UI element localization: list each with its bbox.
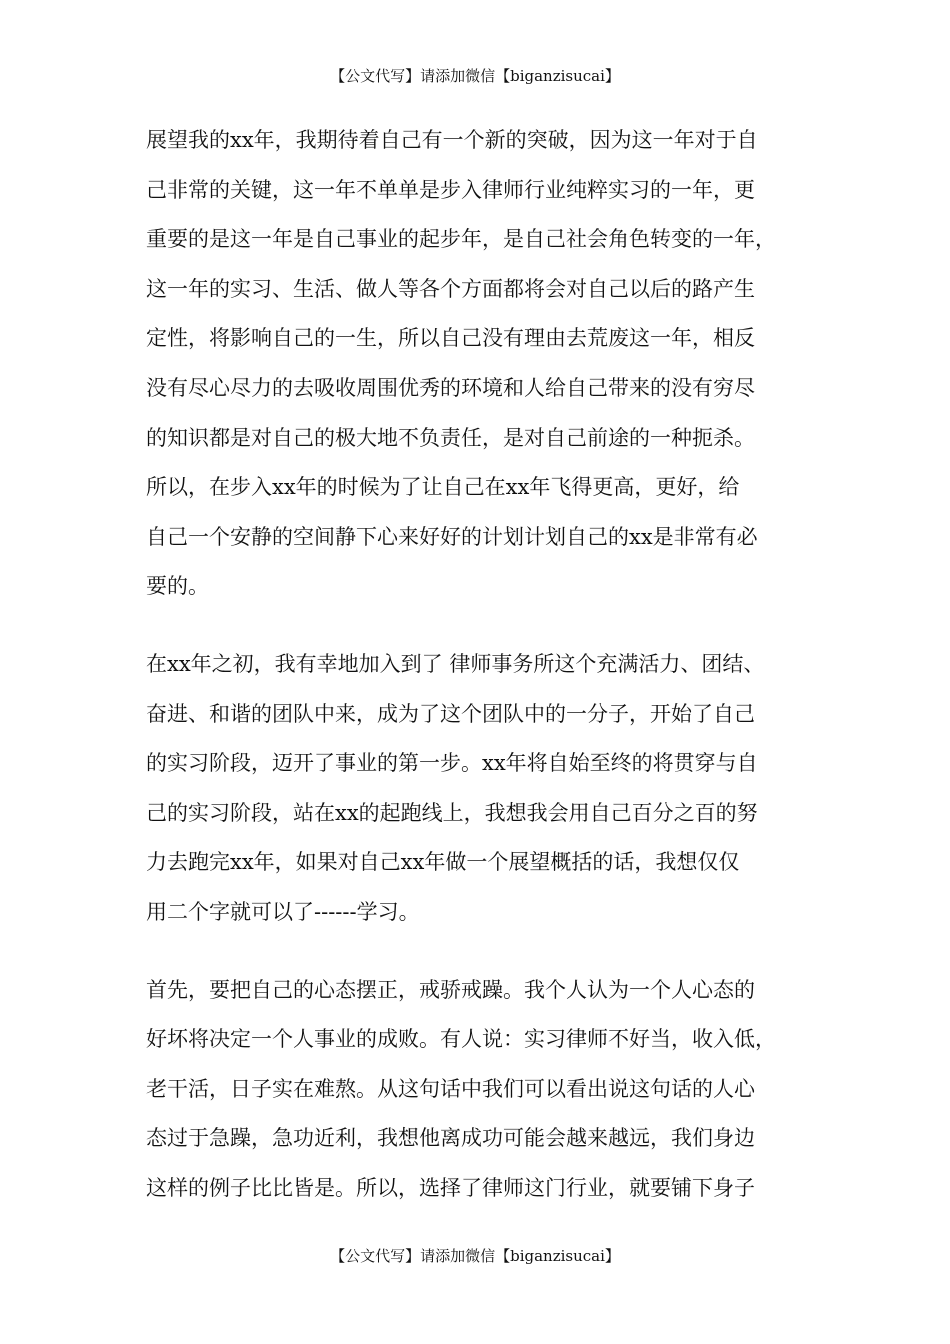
page-footer: 【公文代写】请添加微信【biganzisucai】 bbox=[330, 1247, 620, 1265]
text-line: 在xx年之初，我有幸地加入到了 律师事务所这个充满活力、团结、 bbox=[146, 651, 765, 676]
text-line: 这样的例子比比皆是。所以，选择了律师这门行业，就要铺下身子 bbox=[146, 1175, 755, 1200]
text-line: 首先，要把自己的心态摆正，戒骄戒躁。我个人认为一个人心态的 bbox=[146, 977, 755, 1002]
text-line: 自己一个安静的空间静下心来好好的计划计划自己的xx是非常有必 bbox=[146, 524, 758, 549]
text-line: 己非常的关键，这一年不单单是步入律师行业纯粹实习的一年，更 bbox=[146, 177, 755, 202]
text-line: 这一年的实习、生活、做人等各个方面都将会对自己以后的路产生 bbox=[146, 276, 755, 301]
text-line: 的知识都是对自己的极大地不负责任，是对自己前途的一种扼杀。 bbox=[146, 425, 755, 450]
text-line: 展望我的xx年，我期待着自己有一个新的突破，因为这一年对于自 bbox=[146, 128, 758, 152]
text-line: 用二个字就可以了------学习。 bbox=[146, 899, 420, 924]
text-line: 要的。 bbox=[146, 574, 209, 599]
text-line: 力去跑完xx年，如果对自己xx年做一个展望概括的话，我想仅仅 bbox=[146, 850, 740, 875]
text-line: 态过于急躁，急功近利，我想他离成功可能会越来越远，我们身边 bbox=[146, 1126, 755, 1151]
text-line: 没有尽心尽力的去吸收周围优秀的环境和人给自己带来的没有穷尽 bbox=[146, 375, 755, 400]
text-line: 重要的是这一年是自己事业的起步年，是自己社会角色转变的一年， bbox=[146, 227, 776, 252]
text-line: 的实习阶段，迈开了事业的第一步。xx年将自始至终的将贯穿与自 bbox=[146, 751, 758, 776]
document-body bbox=[146, 116, 806, 1241]
text-line: 好坏将决定一个人事业的成败。有人说：实习律师不好当，收入低， bbox=[146, 1027, 776, 1052]
paragraph-3 bbox=[146, 966, 806, 1214]
text-line: 己的实习阶段，站在xx的起跑线上，我想我会用自己百分之百的努 bbox=[146, 800, 758, 825]
paragraph-2 bbox=[146, 640, 806, 938]
paragraph-1 bbox=[146, 116, 806, 612]
page-header: 【公文代写】请添加微信【biganzisucai】 bbox=[330, 67, 620, 85]
text-line: 奋进、和谐的团队中来，成为了这个团队中的一分子，开始了自己 bbox=[146, 701, 755, 726]
text-line: 老干活，日子实在难熬。从这句话中我们可以看出说这句话的人心 bbox=[146, 1076, 755, 1101]
text-line: 所以，在步入xx年的时候为了让自己在xx年飞得更高，更好，给 bbox=[146, 475, 740, 500]
text-line: 定性，将影响自己的一生，所以自己没有理由去荒废这一年，相反 bbox=[146, 326, 755, 351]
